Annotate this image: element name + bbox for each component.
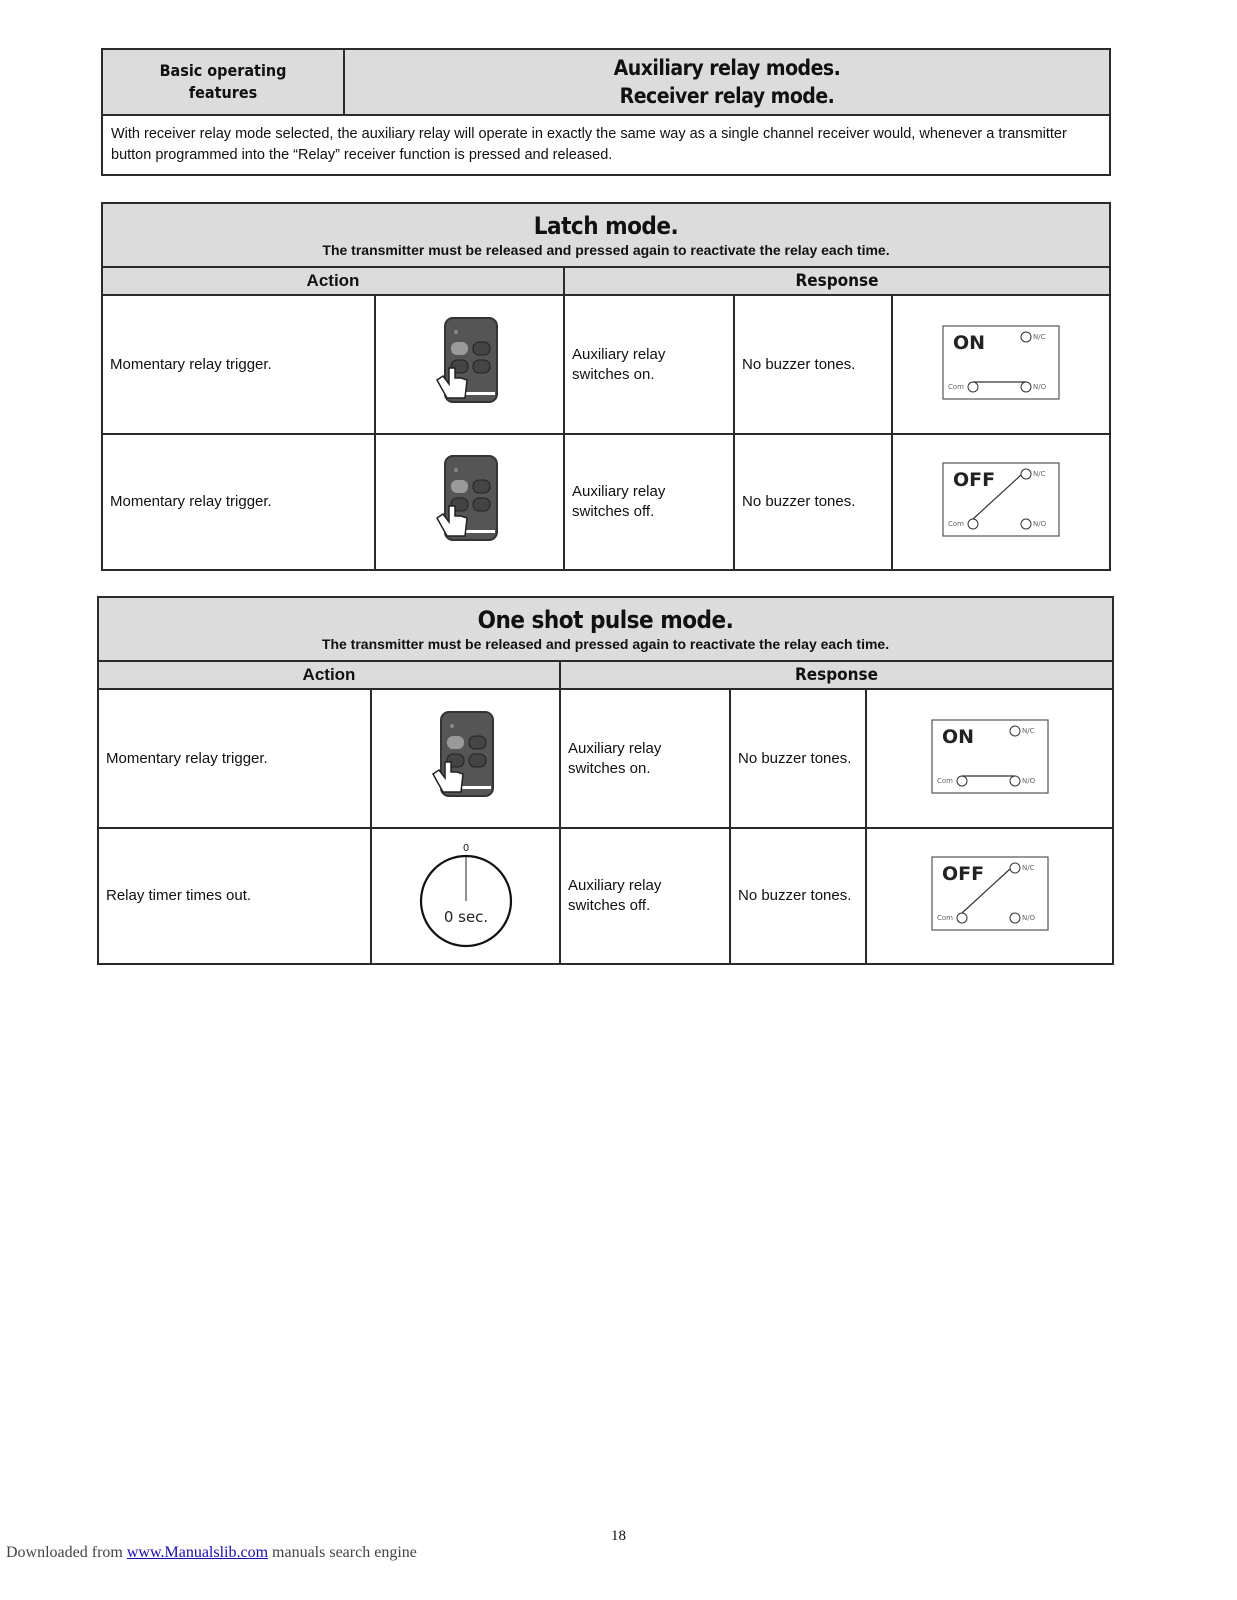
relay-on-diagram xyxy=(866,689,1113,828)
response-line2: switches on. xyxy=(568,759,651,777)
com-label: Com xyxy=(948,382,964,391)
no-label: N/O xyxy=(1033,382,1047,391)
nc-label: N/C xyxy=(1033,470,1046,478)
remote-press-icon xyxy=(371,689,560,828)
relay-off-diagram xyxy=(892,434,1110,570)
table-row xyxy=(98,828,1113,964)
response-line1: Auxiliary relay xyxy=(572,483,666,500)
title-line2: Receiver relay mode. xyxy=(619,84,835,108)
timer-icon xyxy=(371,828,560,964)
response-line1: Auxiliary relay xyxy=(572,345,666,363)
oneshot-response-header: Response xyxy=(560,661,1113,689)
nc-label: N/C xyxy=(1033,332,1046,341)
response-text xyxy=(560,828,730,964)
oneshot-header xyxy=(98,597,1113,661)
com-label: Com xyxy=(936,776,953,785)
latch-header xyxy=(102,203,1110,267)
page-title xyxy=(344,49,1110,115)
relay-state-label: ON xyxy=(941,725,974,748)
action-text: Momentary relay trigger. xyxy=(102,434,375,570)
intro-line2: button programmed into the “Relay” receiver function is pressed and released. xyxy=(111,147,613,163)
oneshot-subtitle: The transmitter must be released and pressed again to reactivate the relay each time. xyxy=(321,636,890,652)
response-line1: Auxiliary relay xyxy=(568,877,662,894)
basic-label-line2: features xyxy=(188,83,258,102)
footer-tail-text: manuals search engine xyxy=(272,1544,417,1561)
title-line1: Auxiliary relay modes. xyxy=(613,56,841,80)
action-text: Momentary relay trigger. xyxy=(102,295,375,434)
remote-press-icon xyxy=(375,434,564,570)
oneshot-title: One shot pulse mode. xyxy=(477,606,734,634)
response-text xyxy=(564,295,734,434)
com-label: Com xyxy=(948,520,964,528)
latch-action-header: Action xyxy=(102,267,564,295)
page-number: 18 xyxy=(611,1528,626,1544)
timer-text: 0 sec. xyxy=(443,907,488,926)
no-label: N/O xyxy=(1021,914,1035,922)
buzzer-text: No buzzer tones. xyxy=(734,434,892,570)
latch-title: Latch mode. xyxy=(533,212,679,240)
relay-state-label: OFF xyxy=(953,469,996,491)
table-row xyxy=(102,434,1110,570)
action-text: Momentary relay trigger. xyxy=(98,689,371,828)
relay-state-label: ON xyxy=(953,331,986,354)
downloaded-from-text: Downloaded from xyxy=(6,1544,123,1561)
relay-off-diagram xyxy=(866,828,1113,964)
relay-state-label: OFF xyxy=(941,863,984,885)
buzzer-text: No buzzer tones. xyxy=(730,828,866,964)
table-row xyxy=(98,689,1113,828)
receiver-relay-mode-table xyxy=(101,48,1111,176)
latch-response-header: Response xyxy=(564,267,1110,295)
action-text: Relay timer times out. xyxy=(98,828,371,964)
basic-label-line1: Basic operating xyxy=(159,61,287,80)
latch-subtitle: The transmitter must be released and pressed again to reactivate the relay each time. xyxy=(322,242,890,258)
response-line2: switches off. xyxy=(572,503,655,520)
nc-label: N/C xyxy=(1021,726,1034,735)
relay-on-diagram xyxy=(892,295,1110,434)
table-row xyxy=(102,295,1110,434)
no-label: N/O xyxy=(1021,776,1035,785)
latch-mode-table xyxy=(101,202,1111,571)
intro-line1: With receiver relay mode selected, the auxiliary relay will operate in exactly the same way as a single channel receiver would, whenever a transmitter xyxy=(111,126,1067,142)
response-line2: switches on. xyxy=(572,365,655,383)
response-line1: Auxiliary relay xyxy=(568,739,662,757)
no-label: N/O xyxy=(1033,520,1047,528)
basic-features-label xyxy=(102,49,344,115)
timer-zero-mark: 0 xyxy=(462,842,469,854)
one-shot-mode-table xyxy=(97,596,1114,965)
response-line2: switches off. xyxy=(568,897,651,914)
download-footer xyxy=(6,1544,417,1562)
intro-text xyxy=(102,115,1110,175)
com-label: Com xyxy=(936,914,953,922)
oneshot-action-header: Action xyxy=(98,661,560,689)
response-text xyxy=(560,689,730,828)
buzzer-text: No buzzer tones. xyxy=(734,295,892,434)
buzzer-text: No buzzer tones. xyxy=(730,689,866,828)
manualslib-link[interactable]: www.Manualslib.com xyxy=(126,1544,269,1561)
remote-press-icon xyxy=(375,295,564,434)
response-text xyxy=(564,434,734,570)
nc-label: N/C xyxy=(1021,864,1034,872)
